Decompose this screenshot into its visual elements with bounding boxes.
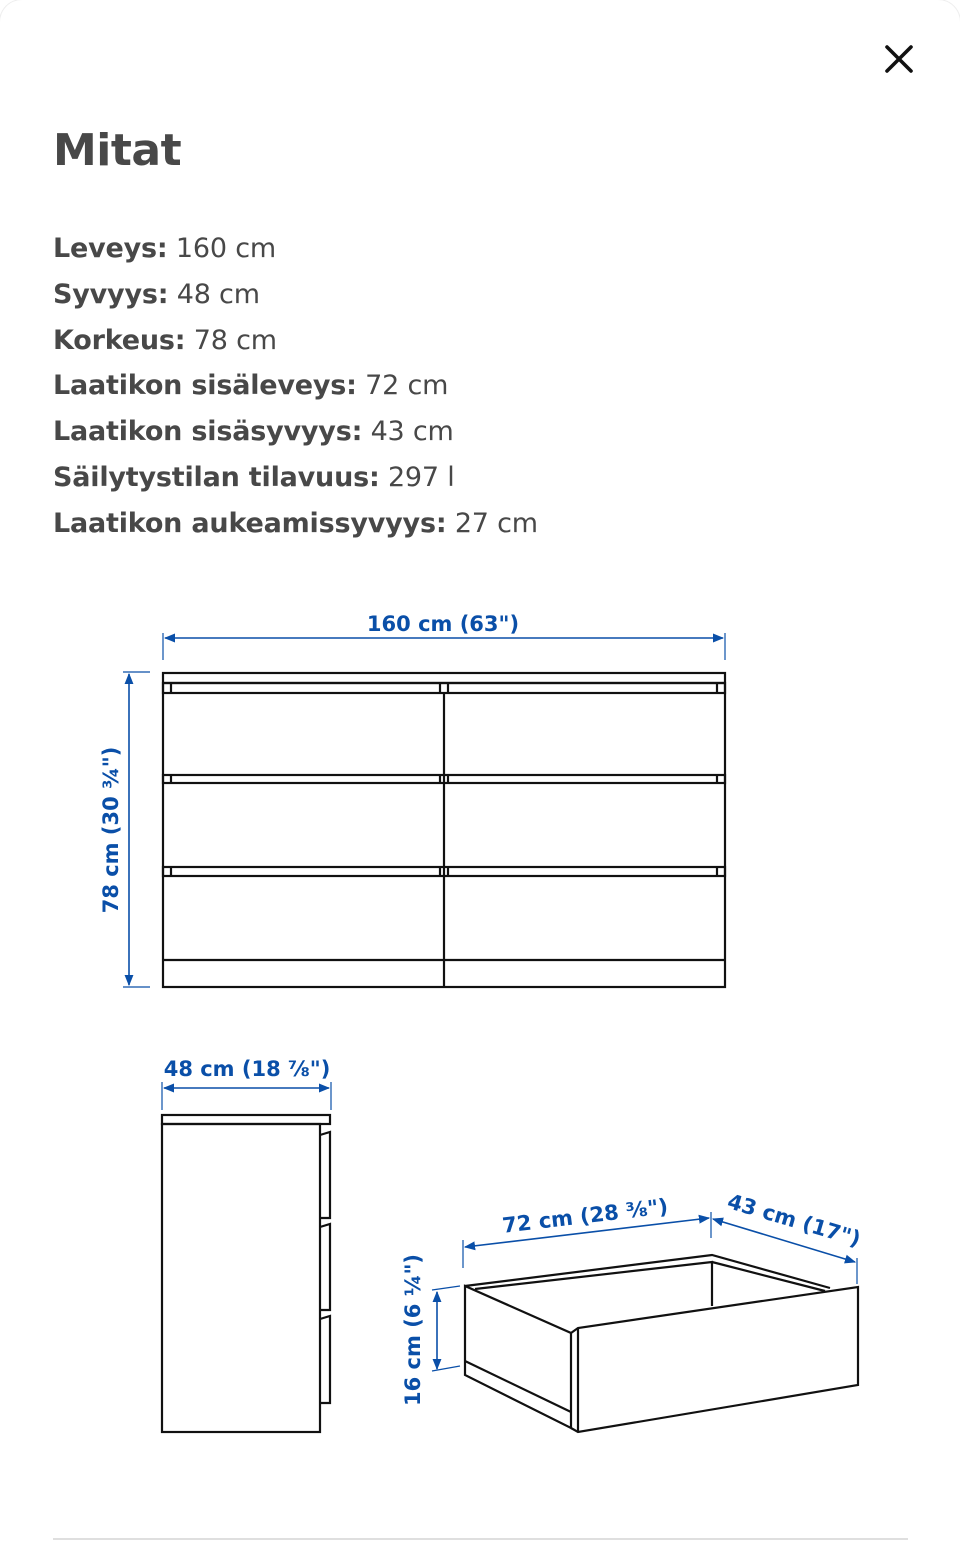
modal-title: Mitat	[53, 125, 182, 176]
spec-label: Leveys:	[53, 233, 168, 264]
spec-label: Korkeus:	[53, 324, 186, 356]
spec-label: Laatikon aukeamissyvyys:	[53, 507, 447, 539]
spec-value: 43 cm	[370, 416, 454, 448]
spec-value: 78 cm	[193, 324, 277, 356]
spec-drawer-opening-depth	[53, 501, 538, 547]
spec-value: 27 cm	[454, 507, 538, 539]
spec-depth	[53, 272, 538, 318]
front-height-dimension	[99, 672, 150, 987]
spec-label: Laatikon sisäleveys:	[53, 370, 357, 402]
side-depth-label: 48 cm (18 ⅞")	[163, 1057, 331, 1081]
close-button[interactable]	[878, 38, 920, 80]
front-view-drawing	[163, 673, 725, 987]
front-width-label: 160 cm (63")	[366, 612, 520, 636]
spec-label: Säilytystilan tilavuus:	[53, 461, 380, 493]
spec-drawer-inner-width	[53, 363, 538, 409]
spec-drawer-inner-depth	[53, 409, 538, 455]
dimension-list	[53, 226, 538, 547]
spec-storage-volume	[53, 455, 538, 501]
spec-label: Syvyys:	[53, 278, 169, 310]
front-height-label: 78 cm (30 ¾")	[99, 746, 123, 914]
side-view-drawing	[162, 1115, 330, 1432]
spec-value: 72 cm	[365, 370, 449, 402]
drawer-depth-label: 43 cm (17")	[724, 1189, 864, 1252]
spec-width	[53, 226, 538, 272]
spec-value: 297 l	[387, 461, 455, 493]
spec-value: 160 cm	[175, 233, 276, 264]
drawer-depth-dimension	[713, 1189, 863, 1284]
drawer-height-label: 16 cm (6 ¼")	[401, 1254, 425, 1406]
spec-value: 48 cm	[176, 278, 260, 310]
drawer-height-dimension	[401, 1254, 460, 1406]
drawer-drawing	[465, 1255, 858, 1432]
dimension-diagram	[0, 590, 960, 1470]
front-width-dimension	[163, 612, 725, 660]
side-depth-dimension	[162, 1057, 331, 1110]
drawer-width-label: 72 cm (28 ⅜")	[501, 1194, 670, 1238]
drawer-width-dimension	[463, 1194, 711, 1268]
spec-height	[53, 318, 538, 364]
close-icon	[878, 38, 920, 80]
spec-label: Laatikon sisäsyvyys:	[53, 416, 363, 448]
section-divider	[53, 1538, 908, 1540]
